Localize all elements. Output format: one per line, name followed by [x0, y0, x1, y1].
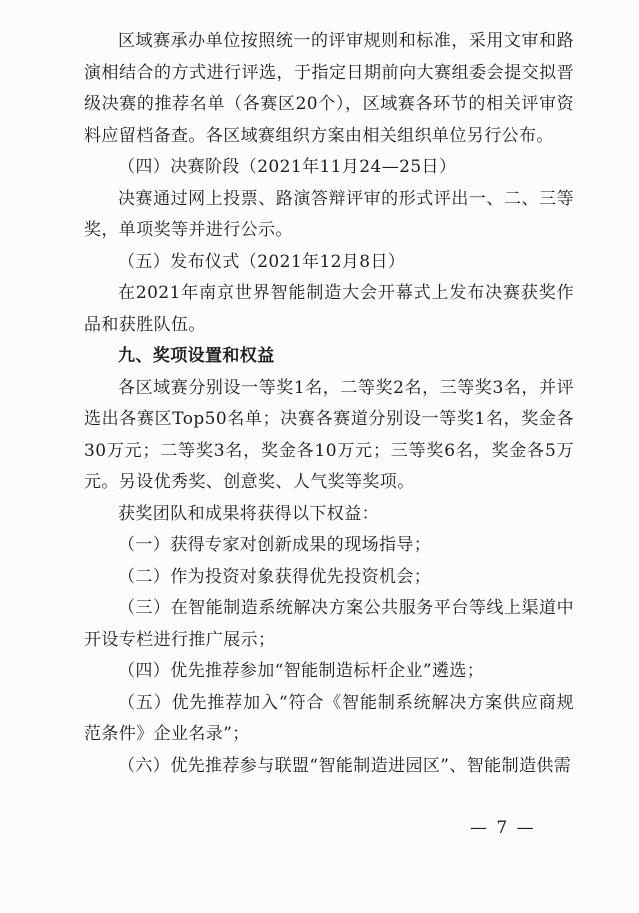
benefit-item-1: （一）获得专家对创新成果的现场指导；: [118, 535, 432, 555]
benefit-item-3: （三）在智能制造系统解决方案公共服务平台等线上渠道中开设专栏进行推广展示；: [84, 598, 574, 650]
subheading-release-ceremony: （五）发布仪式（2021年12月8日）: [118, 251, 406, 272]
benefit-item-2: （二）作为投资对象获得优先投资机会；: [118, 566, 432, 587]
section-heading-awards: 九、奖项设置和权益: [118, 346, 275, 366]
benefit-item-5: （五）优先推荐加入“符合《智能制系统解决方案供应商规范条件》企业名录”；: [84, 692, 574, 744]
page-number: — 7 —: [470, 818, 536, 838]
paragraph-award-settings: 各区域赛分别设一等奖1名，二等奖2名，三等奖3名，并评选出各赛区Top50名单；决赛各赛道分别设一等奖1名，奖金各30万元；二等奖3名，奖金各10万元；三等奖6名，奖金各5万元。另设优秀奖、创意奖、人气奖等奖项。: [84, 377, 574, 492]
paragraph-regional-review: 区域赛承办单位按照统一的评审规则和标准，采用文审和路演相结合的方式进行评选，于指定日期前向大赛组委会提交拟晋级决赛的推荐名单（各赛区20个），区域赛各环节的相关评审资料应留档备查。各区域赛组织方案由相关组织单位另行公布。: [84, 31, 574, 146]
benefit-item-6: （六）优先推荐参与联盟“智能制造进园区”、智能制造供需: [118, 755, 572, 776]
paragraph-release-ceremony: 在2021年南京世界智能制造大会开幕式上发布决赛获奖作品和获胜队伍。: [84, 283, 574, 335]
document-body: [84, 26, 574, 782]
paragraph-benefits-intro: 获奖团队和成果将获得以下权益：: [118, 503, 379, 524]
paragraph-final-review: 决赛通过网上投票、路演答辩评审的形式评出一、二、三等奖，单项奖等并进行公示。: [84, 188, 574, 240]
benefit-item-4: （四）优先推荐参加“智能制造标杆企业”遴选；: [118, 661, 485, 681]
subheading-final-stage: （四）决赛阶段（2021年11月24—25日）: [118, 157, 457, 177]
